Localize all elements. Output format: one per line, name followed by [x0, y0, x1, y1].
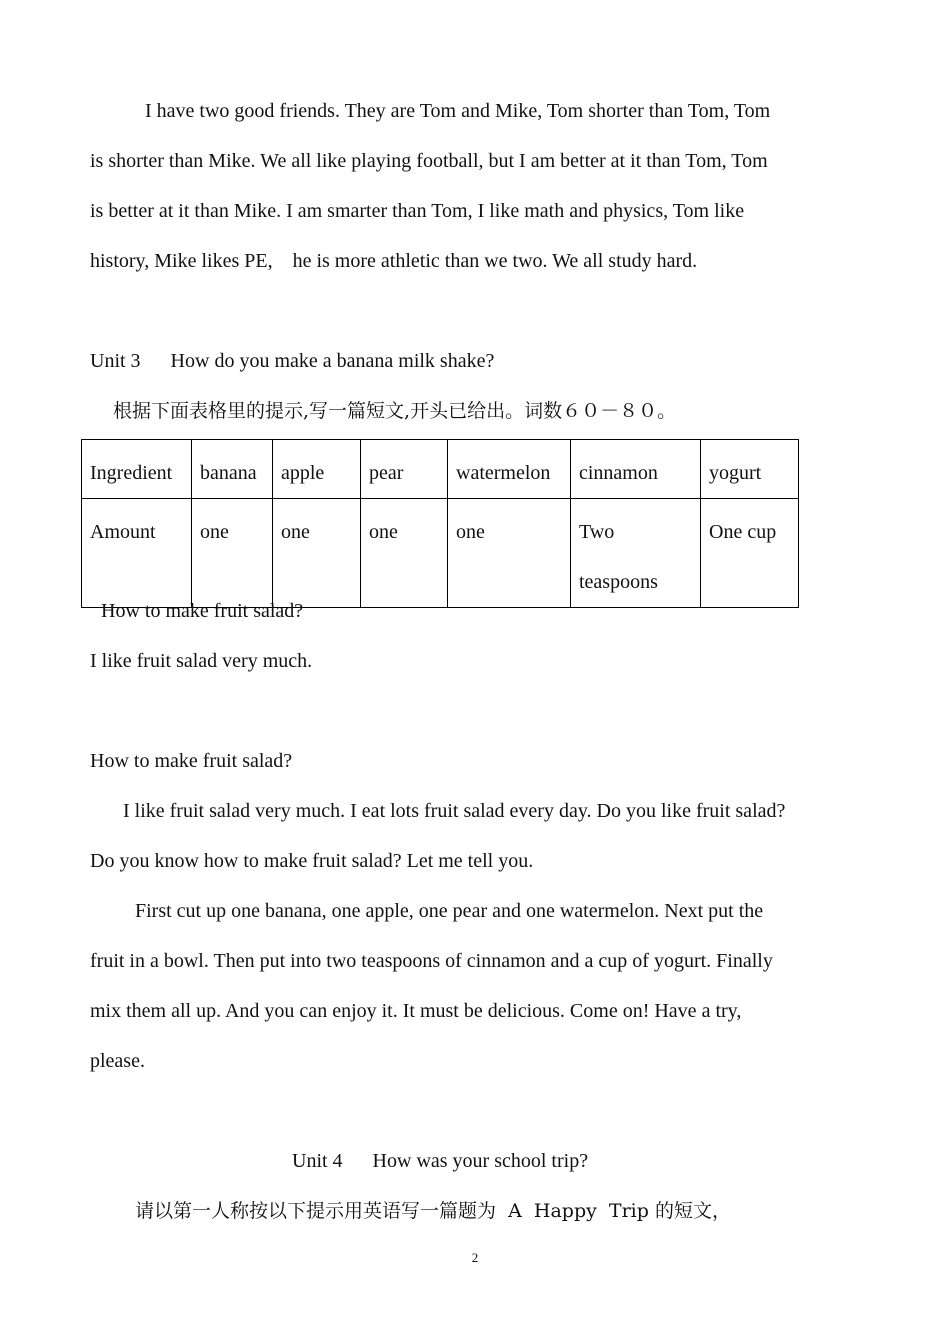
text-line: I like fruit salad very much. I eat lots fruit salad every day. Do you like fruit salad?: [123, 800, 786, 822]
text-line: Do you know how to make fruit salad? Let me tell you.: [90, 850, 534, 872]
unit4-heading: Unit 4 How was your school trip?: [292, 1150, 589, 1172]
text-line: mix them all up. And you can enjoy it. It must be delicious. Come on! Have a try,: [90, 1000, 742, 1022]
essay-title: How to make fruit salad?: [90, 750, 293, 772]
prompt-start: I like fruit salad very much.: [90, 650, 313, 672]
table-row: [82, 440, 799, 499]
table-row: [82, 499, 799, 608]
text-line: First cut up one banana, one apple, one pear and one watermelon. Next put the: [135, 900, 764, 922]
table-cell: One cup: [701, 499, 799, 608]
table-cell: [571, 499, 701, 608]
text-line: please.: [90, 1050, 145, 1072]
unit3-instruction: 根据下面表格里的提示,写一篇短文,开头已给出。词数６０－８０。: [113, 400, 677, 422]
table-cell: Ingredient: [82, 440, 192, 499]
table-cell: one: [448, 499, 571, 608]
unit4-instruction: 请以第一人称按以下提示用英语写一篇题为 A Happy Trip 的短文，: [135, 1200, 731, 1222]
cell-line: teaspoons: [579, 571, 658, 593]
table-cell: one: [192, 499, 273, 608]
text-line: I have two good friends. They are Tom and Mike, Tom shorter than Tom, Tom: [145, 100, 771, 122]
table-cell: yogurt: [701, 440, 799, 499]
table-cell: one: [361, 499, 448, 608]
text-line: fruit in a bowl. Then put into two teaspoons of cinnamon and a cup of yogurt. Finally: [90, 950, 773, 972]
table-cell: pear: [361, 440, 448, 499]
ingredient-table: [81, 439, 799, 608]
text-line: is shorter than Mike. We all like playing football, but I am better at it than Tom, Tom: [90, 150, 768, 172]
table-cell: one: [273, 499, 361, 608]
cell-line: Two: [579, 521, 615, 543]
table-cell: cinnamon: [571, 440, 701, 499]
table-cell: watermelon: [448, 440, 571, 499]
unit3-heading: Unit 3 How do you make a banana milk shake?: [90, 350, 495, 372]
table-cell: Amount: [82, 499, 192, 608]
page-number: 2: [471, 1250, 479, 1265]
table-cell: apple: [273, 440, 361, 499]
text-line: is better at it than Mike. I am smarter than Tom, I like math and physics, Tom like: [90, 200, 745, 222]
text-line: history, Mike likes PE, he is more athletic than we two. We all study hard.: [90, 250, 698, 272]
prompt-title: How to make fruit salad?: [101, 600, 304, 622]
table-cell: banana: [192, 440, 273, 499]
